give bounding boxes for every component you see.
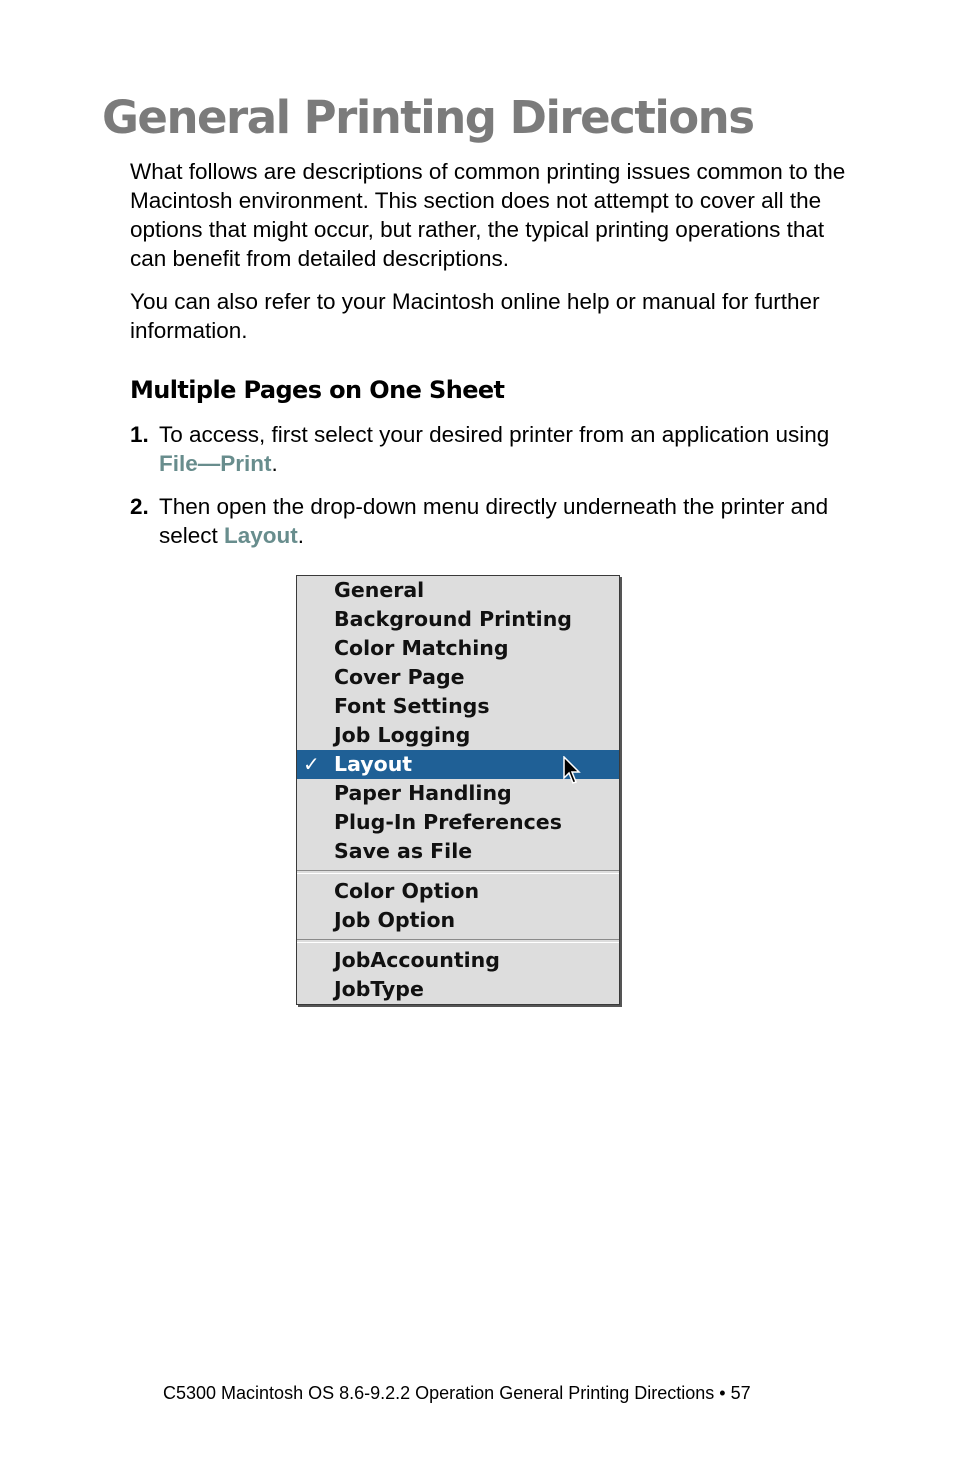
menu-item-paper-handling[interactable]: Paper Handling [334,781,512,805]
menu-separator [297,870,619,874]
step-text-before: Then open the drop-down menu directly underneath the printer and select [159,494,829,548]
menu-item-font-settings[interactable]: Font Settings [334,694,490,718]
step-text-before: To access, first select your desired printer from an application using [159,422,830,447]
page-title: General Printing Directions [102,91,754,144]
file-print-command: File—Print [159,451,272,476]
step-number: 1. [130,422,149,447]
menu-item-jobtype[interactable]: JobType [334,977,424,1001]
reference-paragraph: You can also refer to your Macintosh online help or manual for further information. [130,289,820,343]
intro-paragraph: What follows are descriptions of common printing issues common to the Macintosh environment. This section does not attempt to cover all the options that might occur, but rather, the typical printing operations that can benefit from detailed descriptions. [130,159,846,271]
menu-item-plug-in-preferences[interactable]: Plug-In Preferences [334,810,562,834]
step-2 [130,492,860,550]
step-number: 2. [130,494,149,519]
step-text [159,492,860,550]
menu-item-jobaccounting[interactable]: JobAccounting [334,948,500,972]
menu-item-save-as-file[interactable]: Save as File [334,839,473,863]
step-text-after: . [271,451,278,476]
menu-item-background-printing[interactable]: Background Printing [334,607,572,631]
menu-separator [297,939,619,943]
menu-item-job-logging[interactable]: Job Logging [334,723,471,747]
menu-item-color-matching[interactable]: Color Matching [334,636,509,660]
print-options-dropdown-menu [296,575,620,1005]
section-heading: Multiple Pages on One Sheet [130,376,505,404]
menu-item-layout[interactable]: ✓ Layout [297,750,619,779]
step-text [159,420,860,478]
layout-command: Layout [224,523,298,548]
step-text-after: . [297,523,305,548]
menu-item-cover-page[interactable]: Cover Page [334,665,465,689]
menu-item-general[interactable]: General [334,578,425,602]
menu-item-color-option[interactable]: Color Option [334,879,480,903]
page-footer: C5300 Macintosh OS 8.6-9.2.2 Operation General Printing Directions • 57 [163,1383,751,1403]
step-1 [130,420,860,478]
checkmark-icon: ✓ [303,752,320,776]
menu-item-job-option[interactable]: Job Option [334,908,456,932]
